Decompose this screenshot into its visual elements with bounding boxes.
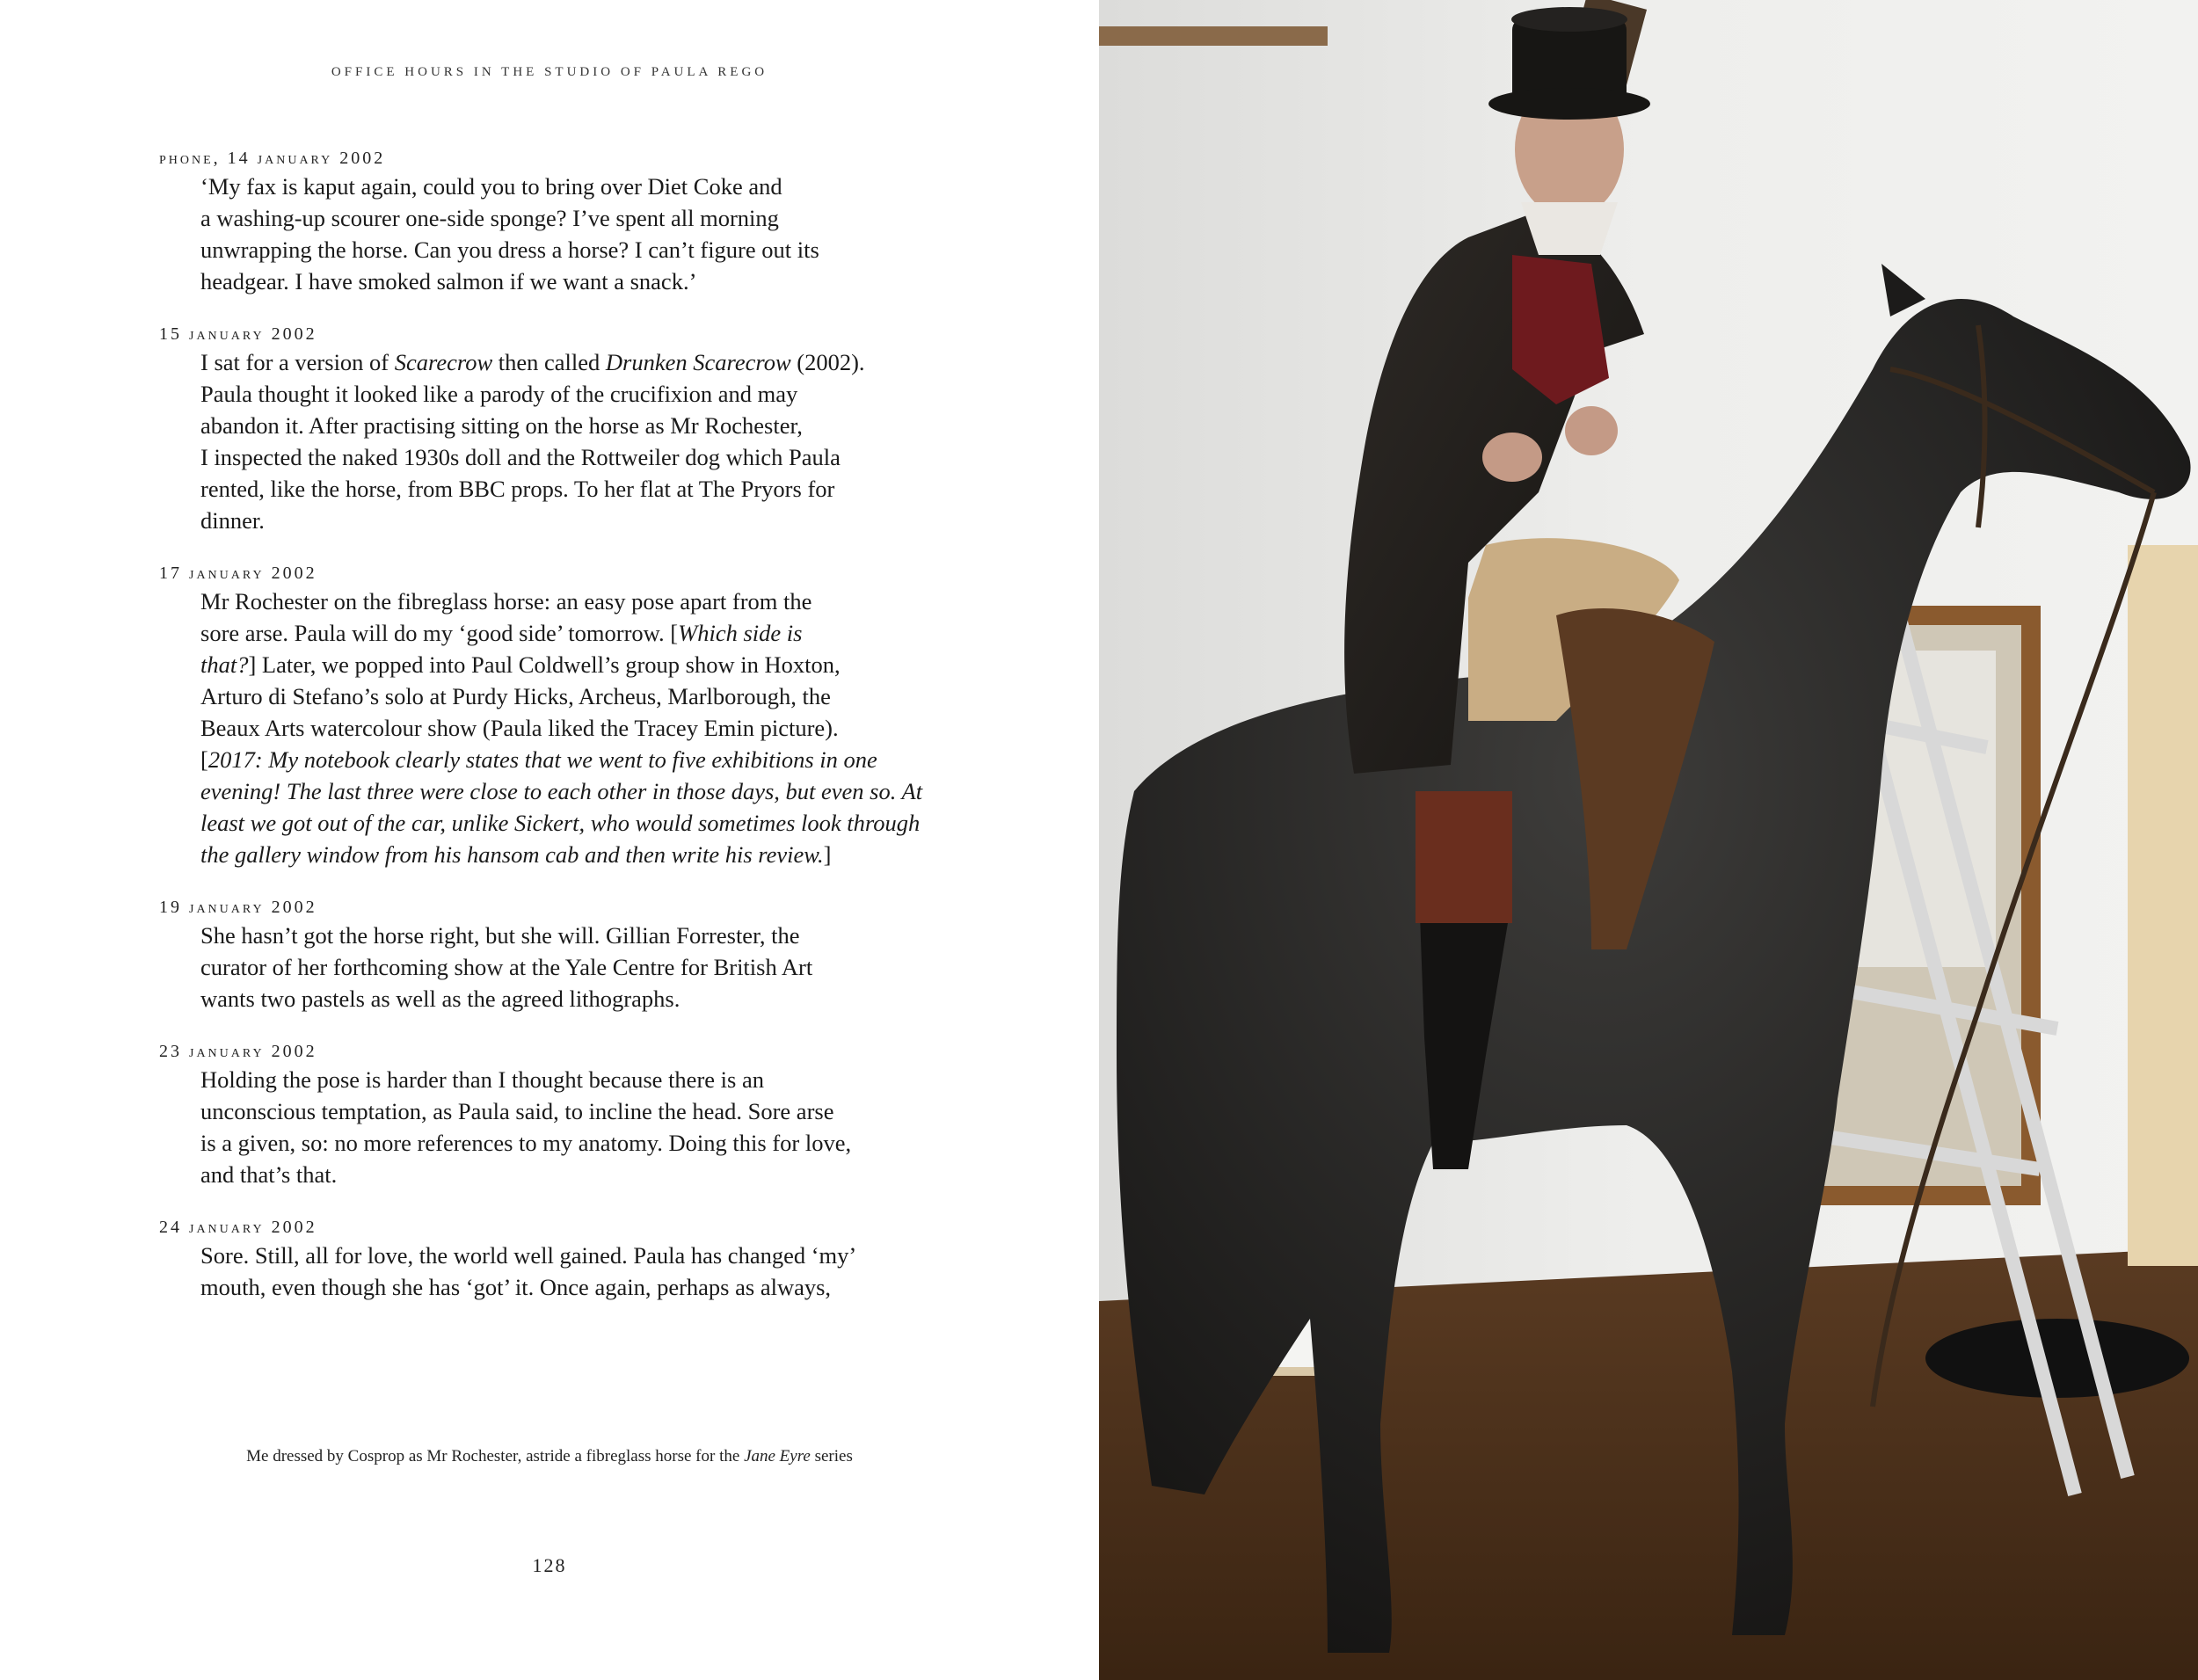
entry-date: phone, 14 january 2002 <box>159 149 386 168</box>
text-line <box>200 680 915 712</box>
text-line <box>200 839 915 870</box>
text-line <box>200 346 915 378</box>
body-text: unwrapping the horse. Can you dress a horse? I can’t figure out its <box>200 236 819 263</box>
diary-entries <box>159 146 923 1327</box>
text-line <box>200 410 915 441</box>
text-line <box>200 920 915 951</box>
text-line <box>200 951 915 983</box>
entry-date: 15 january 2002 <box>159 324 317 344</box>
body-text: is a given, so: no more references to my anatomy. Doing this for love, <box>200 1130 852 1156</box>
text-line <box>200 234 915 265</box>
diary-entry <box>159 895 915 1015</box>
italic-text: Which side is <box>678 620 803 646</box>
body-text: then called <box>492 349 606 375</box>
photo-illustration <box>1099 0 2198 1680</box>
entry-date: 17 january 2002 <box>159 564 317 583</box>
body-text: Mr Rochester on the fibreglass horse: an easy pose apart from the <box>200 588 812 615</box>
entry-body <box>200 1064 915 1190</box>
diary-entry <box>159 1039 915 1190</box>
text-line <box>200 775 923 807</box>
text-line <box>200 1064 915 1095</box>
italic-text: that? <box>200 651 249 678</box>
text-line <box>200 649 915 680</box>
body-text: ] Later, we popped into Paul Coldwell’s group show in Hoxton, <box>248 651 841 678</box>
text-line <box>200 1159 915 1190</box>
running-header: OFFICE HOURS IN THE STUDIO OF PAULA REGO <box>331 65 768 79</box>
body-text: a washing-up scourer one-side sponge? I’ve spent all morning <box>200 205 779 231</box>
italic-text: evening! The last three were close to each other in those days, but even so. At <box>200 778 923 804</box>
entry-body <box>200 346 915 536</box>
text-line <box>200 807 921 839</box>
entry-body <box>200 585 923 870</box>
italic-text: Scarecrow <box>394 349 493 375</box>
body-text: ‘My fax is kaput again, could you to bring over Diet Coke and <box>200 173 782 200</box>
entry-body <box>200 920 915 1015</box>
entry-body <box>200 1240 915 1303</box>
text-line <box>200 1240 915 1271</box>
caption-title: Jane Eyre <box>744 1447 811 1465</box>
body-text: headgear. I have smoked salmon if we want a snack.’ <box>200 268 697 295</box>
italic-text: least we got out of the car, unlike Sickert, who would sometimes look through <box>200 810 921 836</box>
body-text: sore arse. Paula will do my ‘good side’ tomorrow. [ <box>200 620 679 646</box>
body-text: I inspected the naked 1930s doll and the Rottweiler dog which Paula <box>200 444 841 470</box>
italic-text: the gallery window from his hansom cab and then write his review. <box>200 841 824 868</box>
text-line <box>200 1095 915 1127</box>
body-text: unconscious temptation, as Paula said, to incline the head. Sore arse <box>200 1098 834 1124</box>
caption-suffix: series <box>810 1447 853 1465</box>
text-line <box>200 265 915 297</box>
diary-entry <box>159 1215 915 1303</box>
text-line <box>200 744 915 775</box>
text-line <box>200 378 915 410</box>
italic-text: 2017: My notebook clearly states that we went to five exhibitions in one <box>207 746 877 773</box>
body-text: I sat for a version of <box>200 349 395 375</box>
text-line <box>200 1271 915 1303</box>
body-text: Paula thought it looked like a parody of the crucifixion and may <box>200 381 798 407</box>
body-text: curator of her forthcoming show at the Yale Centre for British Art <box>200 954 813 980</box>
text-line <box>200 712 915 744</box>
text-line <box>200 171 915 202</box>
body-text: Sore. Still, all for love, the world well gained. Paula has changed ‘my’ <box>200 1242 857 1269</box>
text-line <box>200 1127 915 1159</box>
body-text: (2002). <box>790 349 865 375</box>
diary-entry <box>159 561 923 870</box>
body-text: and that’s that. <box>200 1161 338 1188</box>
body-text: abandon it. After practising sitting on the horse as Mr Rochester, <box>200 412 803 439</box>
text-line <box>200 441 915 473</box>
page-number: 128 <box>532 1554 567 1576</box>
body-text: mouth, even though she has ‘got’ it. Once again, perhaps as always, <box>200 1274 832 1300</box>
body-text: ] <box>823 841 832 868</box>
entry-date: 23 january 2002 <box>159 1042 317 1061</box>
caption-text: Me dressed by Cosprop as Mr Rochester, astride a fibreglass horse for the <box>246 1447 745 1465</box>
text-line <box>200 983 915 1015</box>
text-line <box>200 473 915 505</box>
body-text: Beaux Arts watercolour show (Paula liked the Tracey Emin picture). <box>200 715 839 741</box>
italic-text: Drunken Scarecrow <box>605 349 791 375</box>
photo-caption <box>0 1447 1099 1466</box>
text-line <box>200 202 915 234</box>
entry-body <box>200 171 915 297</box>
photograph-rider-on-horse <box>1099 0 2198 1680</box>
body-text: wants two pastels as well as the agreed lithographs. <box>200 985 681 1012</box>
entry-date: 19 january 2002 <box>159 898 317 917</box>
text-line <box>200 617 915 649</box>
body-text: dinner. <box>200 507 265 534</box>
body-text: [ <box>200 746 208 773</box>
entry-date: 24 january 2002 <box>159 1218 317 1237</box>
text-line <box>200 505 915 536</box>
body-text: rented, like the horse, from BBC props. To her flat at The Pryors for <box>200 476 835 502</box>
body-text: Holding the pose is harder than I thought because there is an <box>200 1066 764 1093</box>
diary-entry <box>159 322 915 536</box>
body-text: She hasn’t got the horse right, but she will. Gillian Forrester, the <box>200 922 800 949</box>
diary-entry <box>159 146 915 297</box>
text-line <box>200 585 915 617</box>
body-text: Arturo di Stefano’s solo at Purdy Hicks, Archeus, Marlborough, the <box>200 683 831 709</box>
